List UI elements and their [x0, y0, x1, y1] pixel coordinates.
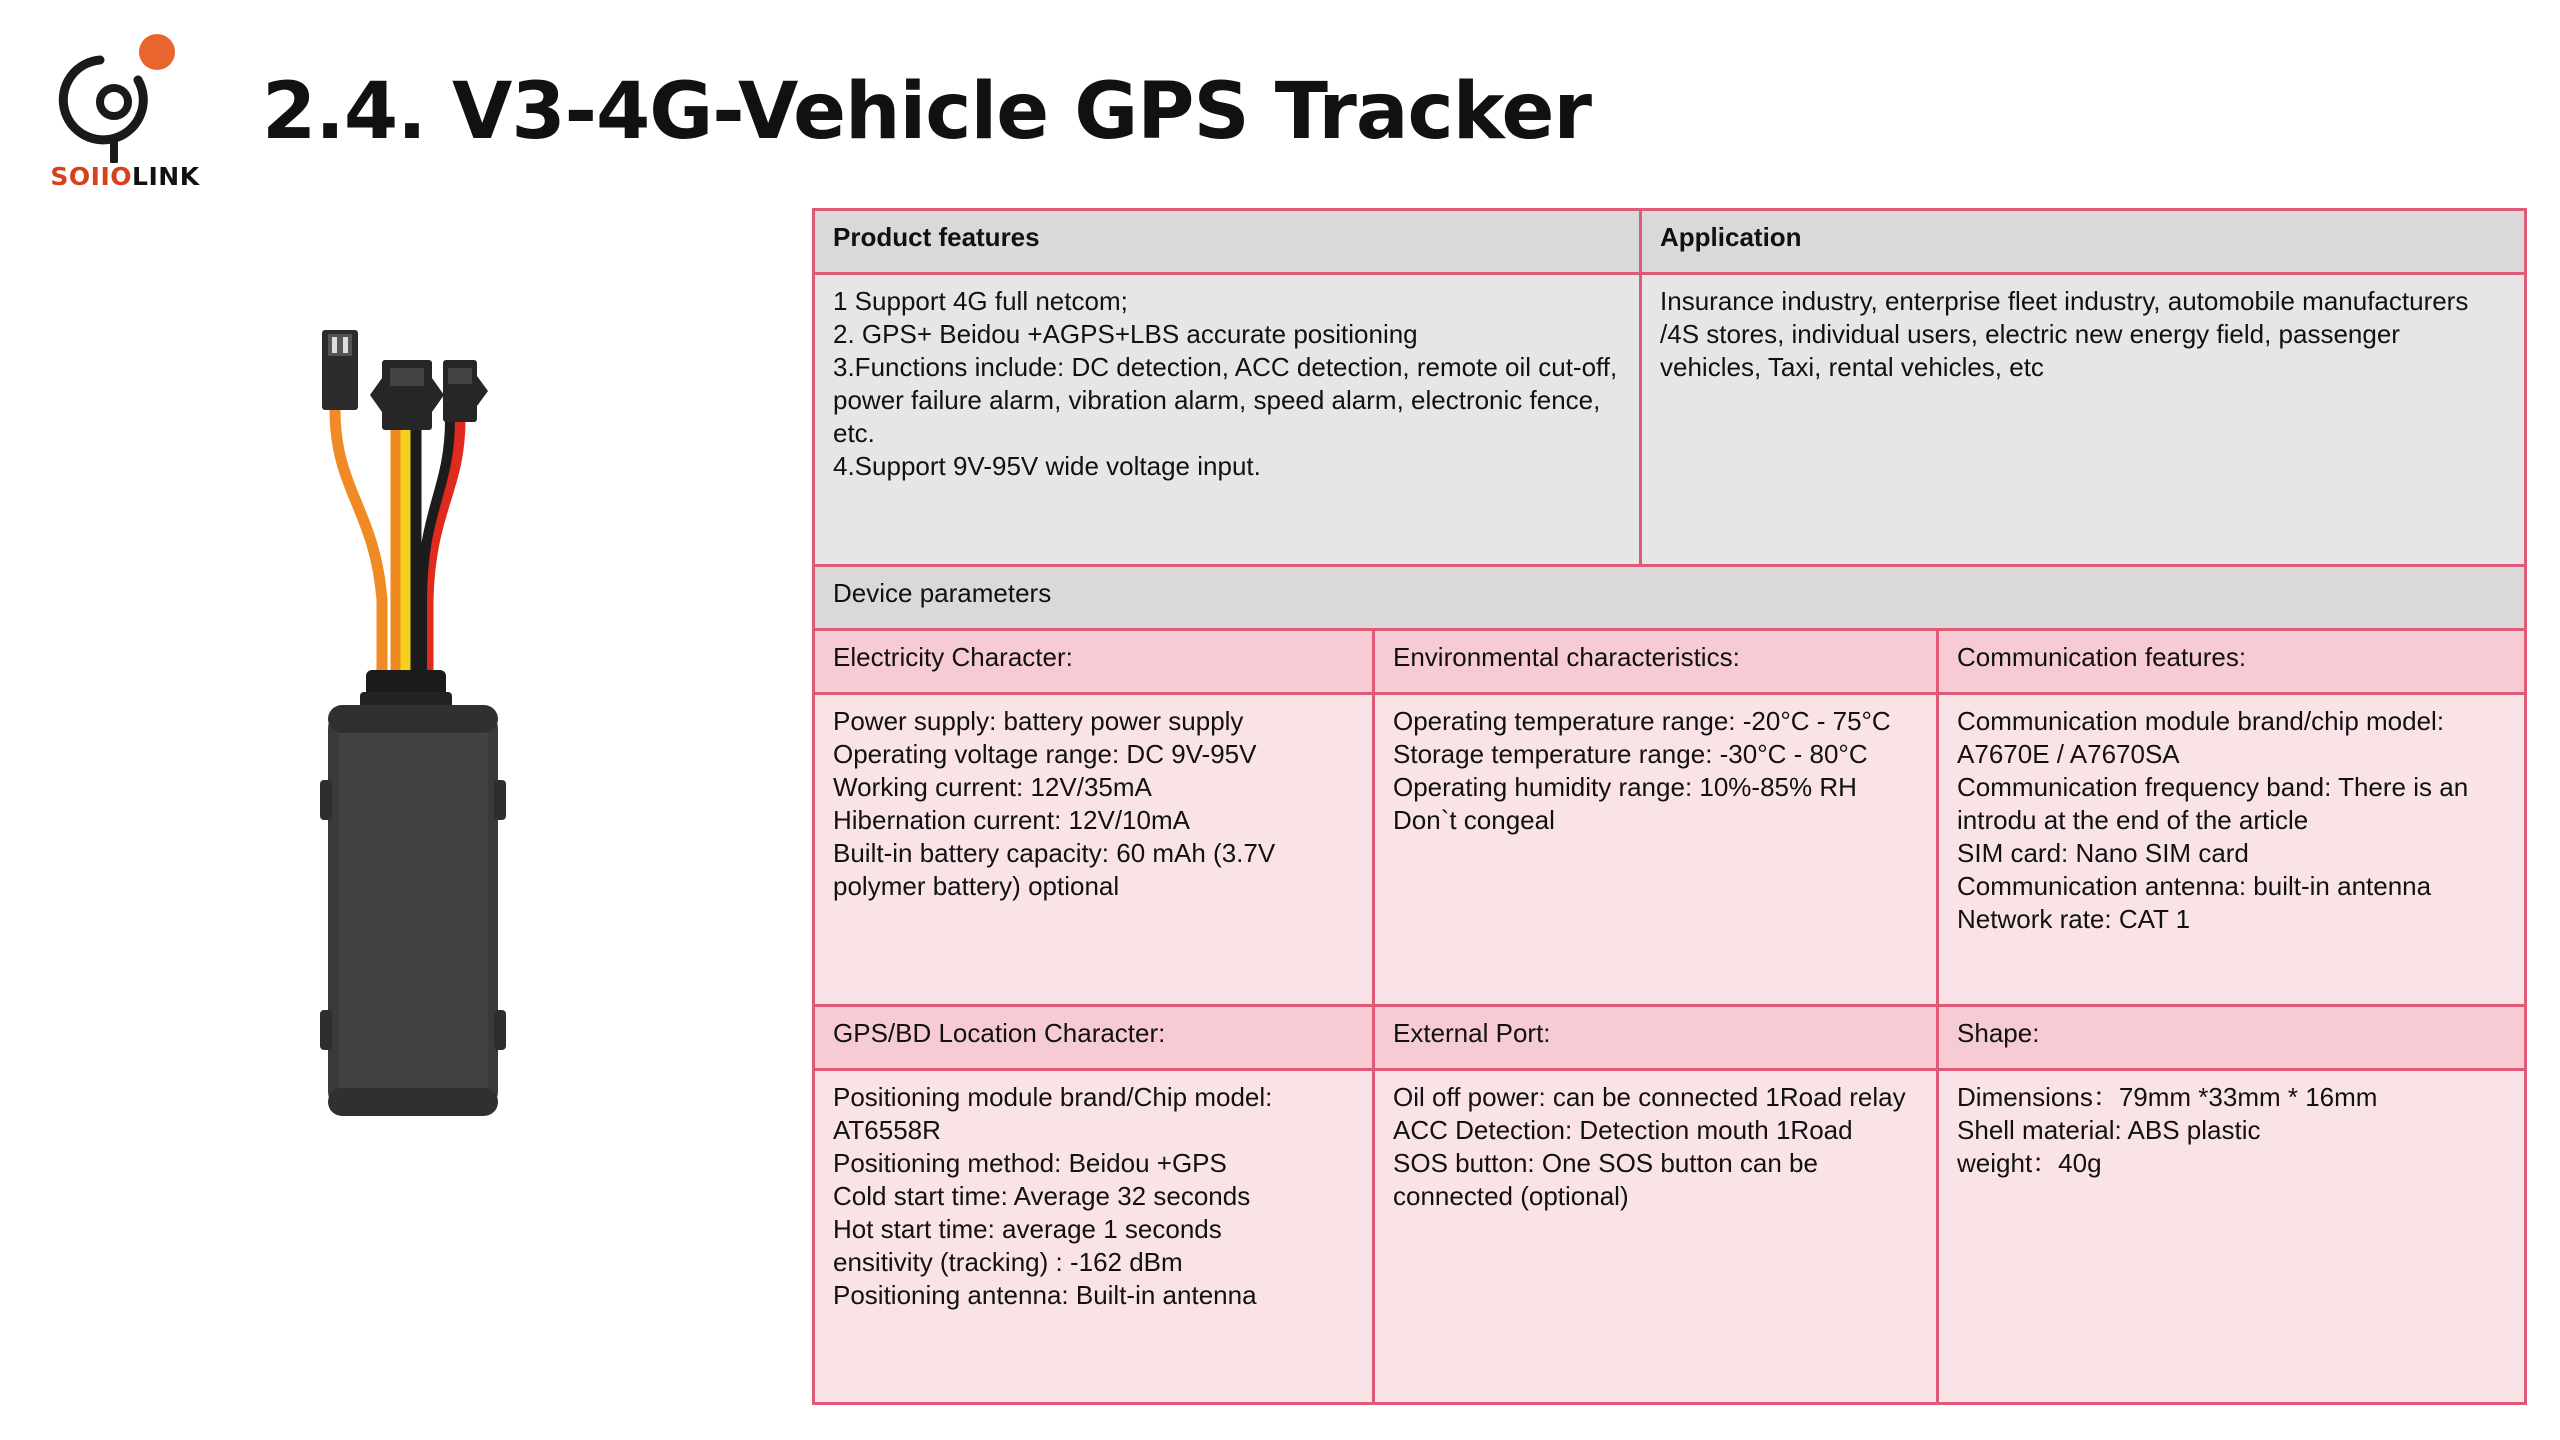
param-item: Dimensions：79mm *33mm * 16mm — [1957, 1082, 2378, 1112]
param-item: Operating humidity range: 10%-85% RH Don`t congeal — [1393, 772, 1857, 835]
product-feature-item: 4.Support 9V-95V wide voltage input. — [833, 451, 1261, 481]
param-item: ensitivity (tracking) : -162 dBm — [833, 1247, 1183, 1277]
shape-header: Shape: — [1938, 1006, 2526, 1070]
param-item: Storage temperature range: -30°C - 80°C — [1393, 739, 1868, 769]
product-features-header: Product features — [814, 210, 1641, 274]
application-body: Insurance industry, enterprise fleet industry, automobile manufacturers /4S stores, individual users, electric new energy field, passenger vehicles, Taxi, rental vehicles, etc — [1641, 274, 2526, 566]
param-item: Operating voltage range: DC 9V-95V — [833, 739, 1257, 769]
param-item: Communication antenna: built-in antenna — [1957, 871, 2432, 901]
external-port-header: External Port: — [1374, 1006, 1938, 1070]
product-features-body — [814, 274, 1641, 566]
param-item: Built-in battery capacity: 60 mAh (3.7V polymer battery) optional — [833, 838, 1276, 901]
product-feature-item: 1 Support 4G full netcom; — [833, 286, 1128, 316]
communication-header: Communication features: — [1938, 630, 2526, 694]
param-item: ACC Detection: Detection mouth 1Road — [1393, 1115, 1853, 1145]
param-item: SOS button: One SOS button can be connected (optional) — [1393, 1148, 1818, 1211]
param-item: Communication module brand/chip model: A7670E / A7670SA — [1957, 706, 2445, 769]
communication-body — [1938, 694, 2526, 1006]
product-feature-item: 3.Functions include: DC detection, ACC detection, remote oil cut-off, power failure alarm, vibration alarm, speed alarm, electronic fence, etc. — [833, 352, 1618, 448]
shape-body — [1938, 1070, 2526, 1404]
param-item: Working current: 12V/35mA — [833, 772, 1152, 802]
gps-tracker-device-image — [300, 310, 530, 1140]
param-item: Positioning method: Beidou +GPS — [833, 1148, 1227, 1178]
page-title: 2.4. V3-4G-Vehicle GPS Tracker — [262, 67, 1591, 157]
param-item: Hot start time: average 1 seconds — [833, 1214, 1222, 1244]
brand-name-part1: SOIIO — [50, 162, 133, 191]
param-item: Power supply: battery power supply — [833, 706, 1244, 736]
param-item: Shell material: ABS plastic — [1957, 1115, 2261, 1145]
brand-name-part2: LINK — [132, 162, 200, 191]
brand-logo — [40, 28, 210, 198]
param-item: Hibernation current: 12V/10mA — [833, 805, 1190, 835]
electricity-header: Electricity Character: — [814, 630, 1374, 694]
param-item: Oil off power: can be connected 1Road relay — [1393, 1082, 1906, 1112]
gps-body — [814, 1070, 1374, 1404]
param-item: Network rate: CAT 1 — [1957, 904, 2191, 934]
param-item: SIM card: Nano SIM card — [1957, 838, 2249, 868]
environmental-body — [1374, 694, 1938, 1006]
environmental-header: Environmental characteristics: — [1374, 630, 1938, 694]
product-feature-item: 2. GPS+ Beidou +AGPS+LBS accurate positioning — [833, 319, 1418, 349]
external-port-body — [1374, 1070, 1938, 1404]
gps-header: GPS/BD Location Character: — [814, 1006, 1374, 1070]
param-item: Cold start time: Average 32 seconds — [833, 1181, 1251, 1211]
brand-name — [40, 162, 210, 191]
electricity-body — [814, 694, 1374, 1006]
param-item: Positioning antenna: Built-in antenna — [833, 1280, 1257, 1310]
param-item: Positioning module brand/Chip model: AT6558R — [833, 1082, 1273, 1145]
spec-table — [812, 208, 2527, 1405]
application-header: Application — [1641, 210, 2526, 274]
param-item: Operating temperature range: -20°C - 75°C — [1393, 706, 1891, 736]
param-item: Communication frequency band: There is an introdu at the end of the article — [1957, 772, 2469, 835]
param-item: weight：40g — [1957, 1148, 2102, 1178]
device-parameters-header: Device parameters — [814, 566, 2526, 630]
logo-mark-icon — [40, 28, 210, 163]
